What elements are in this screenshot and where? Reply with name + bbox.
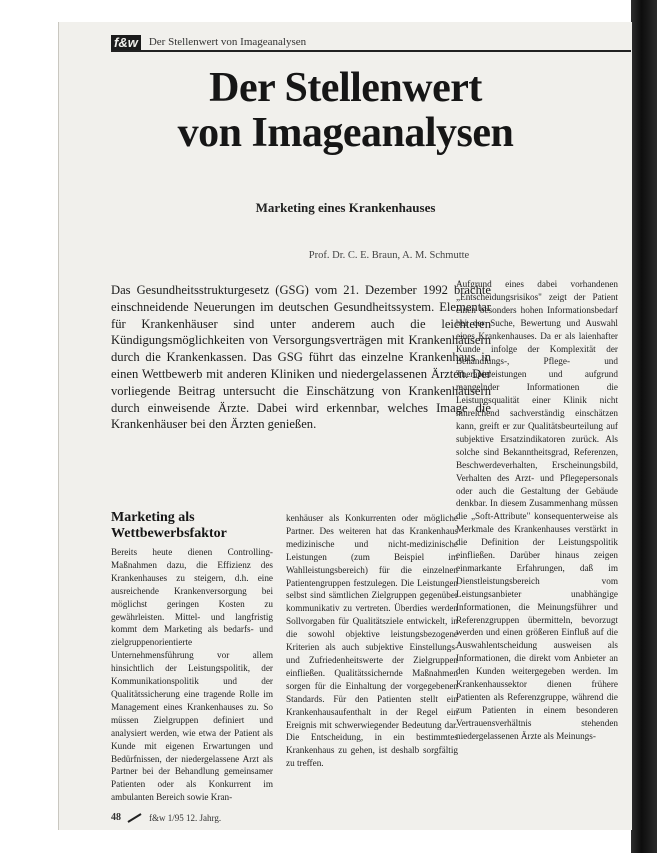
article-authors: Prof. Dr. C. E. Braun, A. M. Schmutte (308, 250, 470, 261)
book-spine (631, 0, 657, 853)
running-header (111, 32, 631, 52)
title-line-2: von Imageanalysen (177, 110, 514, 156)
section-heading: Marketing als Wettbewerbsfaktor (111, 510, 227, 541)
page-footer (111, 812, 221, 823)
column-1 (111, 510, 273, 804)
page-number: 48 (111, 812, 121, 823)
title-line-1: Der Stellenwert (209, 65, 482, 111)
column-2-text: kenhäuser als Konkurrenten oder mögliche Partner. Des weiteren hat das Krankenhaus medizinische und nicht-medizinische Leistungen (zum Beispiel im Wahlleistungsbereich) für die einzelnen Patientengruppen festzulegen. Die Leistungen selbst sind sämtlichen Zielgruppen gegenüber kommunikativ zu vertreten. Überdies werden Sollvorgaben für Qualitätsziele entwickelt, in die sowohl objektive leistungsbezogene Kriterien als auch subjektive Einstellungs- und Zufriedenheitswerte der Zielgruppen einfließen. Qualitätssichernde Maßnahmen sorgen für die Einhaltung der vorgegebenen Standards. Für den Patienten stellt ein Krankenhausaufenthalt in der Regel ein Ereignis mit schwerwiegender Bedeutung dar. Die Entscheidung, in ein bestimmtes Krankenhaus zu gehen, ist deshalb sorgfältig zu treffen. (286, 513, 458, 769)
column-3 (456, 278, 618, 743)
running-title: Der Stellenwert von Imageanalysen (148, 36, 307, 48)
article-subtitle: Marketing eines Krankenhauses (255, 200, 436, 215)
article-title (59, 66, 632, 156)
issue-info: f&w 1/95 12. Jahrg. (149, 812, 222, 823)
pen-mark-icon (127, 813, 143, 823)
journal-logo: f&w (111, 35, 141, 50)
column-2 (286, 512, 458, 770)
magazine-page (58, 22, 632, 830)
column-1-text: Bereits heute dienen Controlling-Maßnahmen dazu, die Effizienz des Krankenhauses zu steigern, d.h. eine ausreichende Krankenversorgung bei möglichst geringen Kosten zu gewährleisten. Mittel- und langfristig kommt dem Marketing als bedarfs- und zielgruppenorientierte Unternehmensführung vor allem hinsichtlich der Leistungspolitik, der Kommunikationspolitik und der Qualitätssicherung eine tragende Rolle im Management eines Krankenhauses zu. So müssen Zielgruppen definiert und analysiert werden, wie etwa der Patient als Kunde mit eigenen Erwartungen und Bedürfnissen, der niedergelassene Arzt als Partner bei der Behandlung gemeinsamer Patienten oder als Konkurrent im ambulanten Bereich sowie Kran- (111, 547, 273, 803)
lead-text: Das Gesundheitsstrukturgesetz (GSG) vom 21. Dezember 1992 brachte einschneidende Neuerungen im deutschen Gesundheitssystem. Elementar für Krankenhäuser sind unter anderem auch die leichteren Kündigungsmöglichkeiten von Versorgungsverträgen mit Krankenhäusern durch die Krankenkassen. Das GSG führt das einzelne Krankenhaus in einen Wettbewerb mit anderen Kliniken und niedergelassenen Ärzten. Der vorliegende Beitrag untersucht die Einschätzung von Krankenhäusern durch einweisende Ärzte. Dabei wird erkennbar, welches Image die Krankenhäuser bei den Ärzten genießen. (111, 283, 491, 432)
lead-paragraph (111, 282, 491, 433)
column-3-text: Aufgrund eines dabei vorhandenen „Entscheidungsrisikos" zeigt der Patient einen besonders hohen Informationsbedarf bei der Suche, Bewertung und Auswahl eines Krankenhauses. Da er als laienhafter Kunde infolge der Komplexität der Behandlungs-, Pflege- und Therapieleistungen und aufgrund mangelnder Informationen die Leistungsqualität einer Klinik nicht hinreichend sachverständig einschätzen kann, greift er zur Qualitätsbeurteilung auf subjektive Ersatzindikatoren zurück. Als solche sind Bekanntheitsgrad, Referenzen, Beschwerdeverhalten, Erscheinungsbild, Verhalten des Arzt- und Pflegepersonals oder auch die Gestaltung der Gebäude denkbar. In diesem Zusammenhang müssen die „Soft-Attribute" konsequenterweise als Merkmale des Krankenhauses verstärkt in die Definition der Leistungspolitik einfließen. Darüber hinaus zeigen einmarkante Erfahrungen, daß im Dienstleistungsbereich vom Leistungsanbieter unabhängige Informationen, die Meinungsführer und Referenzgruppen übermitteln, bevorzugt werden und einen größeren Einfluß auf die Auswahlentscheidung ausweisen als Informationen, die direkt vom Anbieter an den Kunden weitergegeben werden. Im Krankenhaussektor dienen frühere Patienten als Referenzgruppe, während die zum Patienten in einem besonderen Vertrauensverhältnis stehenden niedergelassenen Ärzte als Meinungs- (456, 279, 618, 741)
